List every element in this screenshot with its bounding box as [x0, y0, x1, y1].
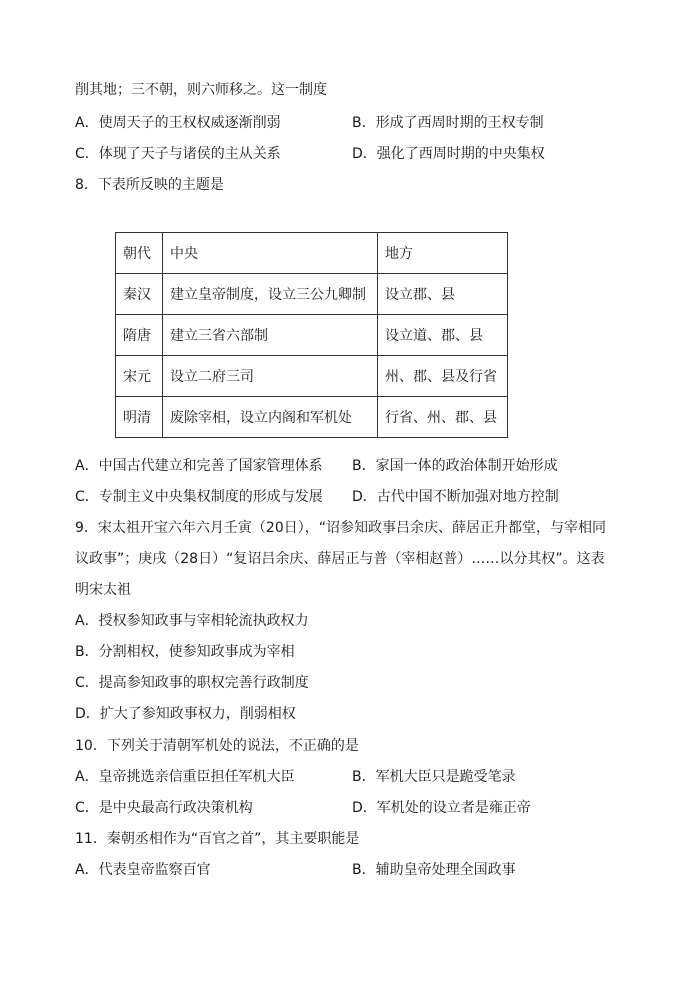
- q10-option-b: B．军机大臣只是跪受笔录: [352, 769, 516, 785]
- q8-option-a: A．中国古代建立和完善了国家管理体系: [75, 458, 323, 474]
- table-cell: 设立二府三司: [163, 356, 378, 397]
- table-row: [116, 356, 508, 397]
- table-cell: 明清: [116, 397, 163, 438]
- q8-stem: 8．下表所反映的主题是: [75, 177, 224, 193]
- table-row: [116, 397, 508, 438]
- table-header-cell: 地方: [378, 233, 508, 274]
- q7-option-d: D．强化了西周时期的中央集权: [352, 146, 545, 162]
- q7-option-b: B．形成了西周时期的王权专制: [352, 115, 544, 131]
- q10-option-a: A．皇帝挑选亲信重臣担任军机大臣: [75, 769, 295, 785]
- table-cell: 建立三省六部制: [163, 315, 378, 356]
- table-cell: 建立皇帝制度，设立三公九卿制: [163, 274, 378, 315]
- q10-option-d: D．军机处的设立者是雍正帝: [352, 800, 531, 816]
- q9-option-c: C．提高参知政事的职权完善行政制度: [75, 675, 309, 691]
- table-cell: 秦汉: [116, 274, 163, 315]
- q7-option-c: C．体现了天子与诸侯的主从关系: [75, 146, 281, 162]
- q9-option-b: B．分割相权，使参知政事成为宰相: [75, 644, 295, 660]
- table-cell: 行省、州、郡、县: [378, 397, 508, 438]
- q9-stem-line-2: 议政事”；庚戌（28日）“复诏吕余庆、薛居正与普（宰相赵普）……以分其权”。这表: [75, 551, 605, 567]
- q11-stem: 11．秦朝丞相作为“百官之首”，其主要职能是: [75, 831, 360, 847]
- table-header-cell: 朝代: [116, 233, 163, 274]
- q8-option-b: B．家国一体的政治体制开始形成: [352, 458, 558, 474]
- q8-option-c: C．专制主义中央集权制度的形成与发展: [75, 489, 323, 505]
- table-row: [116, 274, 508, 315]
- table-header-row: [116, 233, 508, 274]
- q7-option-a: A．使周天子的王权权威逐渐削弱: [75, 115, 281, 131]
- table-cell: 设立道、郡、县: [378, 315, 508, 356]
- table-row: [116, 315, 508, 356]
- table-header-cell: 中央: [163, 233, 378, 274]
- q7-stem-tail: 削其地；三不朝，则六师移之。这一制度: [75, 82, 327, 98]
- q10-option-c: C．是中央最高行政决策机构: [75, 800, 253, 816]
- q11-option-a: A．代表皇帝监察百官: [75, 862, 211, 878]
- table-cell: 废除宰相，设立内阁和军机处: [163, 397, 378, 438]
- q9-option-d: D．扩大了参知政事权力，削弱相权: [75, 706, 296, 722]
- table-cell: 州、郡、县及行省: [378, 356, 508, 397]
- q10-stem: 10．下列关于清朝军机处的说法，不正确的是: [75, 738, 359, 754]
- q9-option-a: A．授权参知政事与宰相轮流执政权力: [75, 613, 309, 629]
- q8-option-d: D．古代中国不断加强对地方控制: [352, 489, 559, 505]
- table-cell: 设立郡、县: [378, 274, 508, 315]
- table-cell: 隋唐: [116, 315, 163, 356]
- q11-option-b: B．辅助皇帝处理全国政事: [352, 862, 516, 878]
- q9-stem-line-1: 9．宋太祖开宝六年六月壬寅（20日），“诏参知政事吕余庆、薛居正升都堂，与宰相同: [75, 520, 606, 536]
- table-cell: 宋元: [116, 356, 163, 397]
- dynasty-table: [115, 232, 508, 438]
- q9-stem-line-3: 明宋太祖: [75, 582, 131, 598]
